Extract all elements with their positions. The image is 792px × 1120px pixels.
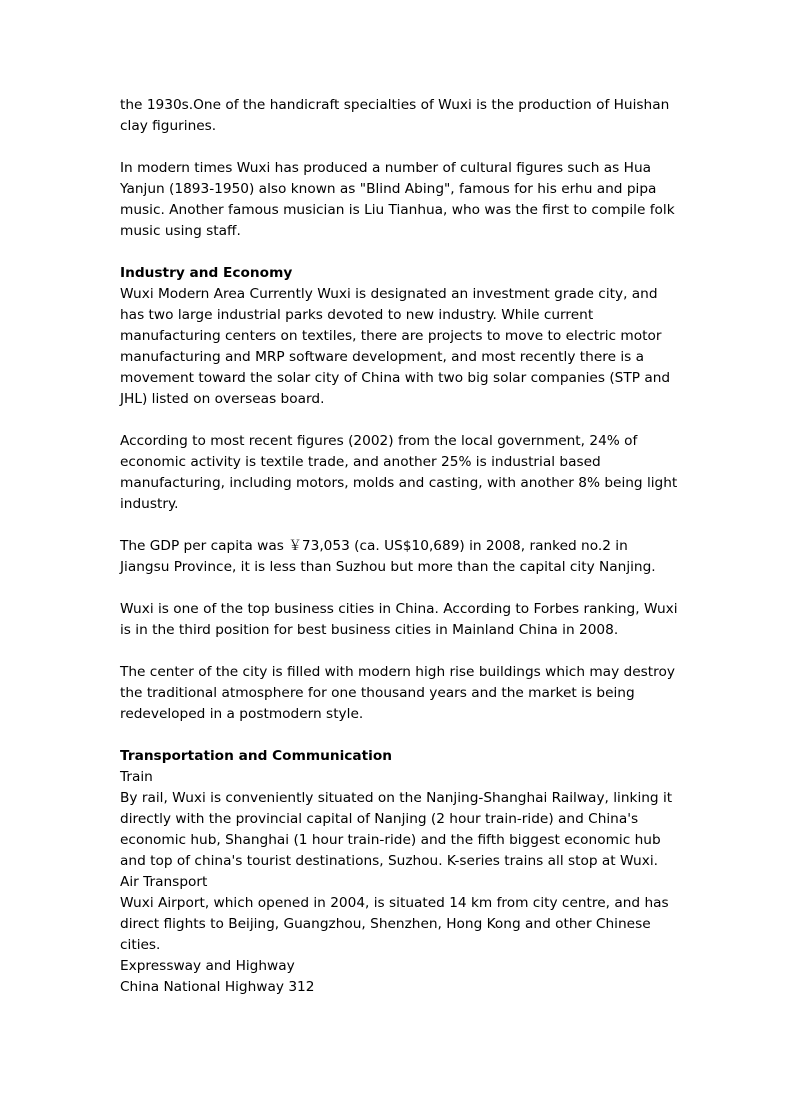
text-line: According to most recent figures (2002) from the local government, 24% of — [120, 433, 638, 449]
text-line: manufacturing centers on textiles, there are projects to move to electric motor — [120, 328, 662, 344]
text-line: manufacturing and MRP software development, and most recently there is a — [120, 349, 645, 365]
text-line: the traditional atmosphere for one thousand years and the market is being — [120, 685, 635, 701]
text-line: Jiangsu Province, it is less than Suzhou but more than the capital city Nanjing. — [120, 559, 656, 575]
text-line: China National Highway 312 — [120, 979, 315, 995]
paragraph — [120, 158, 680, 242]
text-line: In modern times Wuxi has produced a number of cultural figures such as Hua — [120, 160, 652, 176]
paragraph — [120, 284, 680, 410]
paragraph — [120, 662, 680, 725]
paragraph — [120, 788, 680, 872]
text-line: JHL) listed on overseas board. — [120, 391, 325, 407]
text-line: industry. — [120, 496, 179, 512]
text-line: has two large industrial parks devoted to new industry. While current — [120, 307, 594, 323]
text-line: direct flights to Beijing, Guangzhou, Shenzhen, Hong Kong and other Chinese — [120, 916, 651, 932]
page-content — [120, 95, 680, 998]
text-line: Wuxi Airport, which opened in 2004, is situated 14 km from city centre, and has — [120, 895, 669, 911]
text-line: manufacturing, including motors, molds and casting, with another 8% being light — [120, 475, 678, 491]
paragraph — [120, 431, 680, 515]
text-line: the 1930s.One of the handicraft specialties of Wuxi is the production of Huishan — [120, 97, 670, 113]
text-line: The GDP per capita was ￥73,053 (ca. US$10,689) in 2008, ranked no.2 in — [120, 538, 628, 554]
text-line: The center of the city is filled with modern high rise buildings which may destroy — [120, 664, 675, 680]
subsection-label-air: Air Transport — [120, 874, 208, 890]
text-line: clay figurines. — [120, 118, 217, 134]
text-line: cities. — [120, 937, 161, 953]
paragraph — [120, 536, 680, 578]
subsection-label-train: Train — [120, 769, 153, 785]
text-line: and top of china's tourist destinations, Suzhou. K-series trains all stop at Wuxi. — [120, 853, 658, 869]
paragraph — [120, 893, 680, 956]
text-line: economic hub, Shanghai (1 hour train-ride) and the fifth biggest economic hub — [120, 832, 661, 848]
paragraph — [120, 599, 680, 641]
text-line: directly with the provincial capital of Nanjing (2 hour train-ride) and China's — [120, 811, 639, 827]
text-line: By rail, Wuxi is conveniently situated on the Nanjing-Shanghai Railway, linking it — [120, 790, 673, 806]
text-line: economic activity is textile trade, and another 25% is industrial based — [120, 454, 601, 470]
text-line: Yanjun (1893-1950) also known as "Blind Abing", famous for his erhu and pipa — [120, 181, 657, 197]
text-line: music. Another famous musician is Liu Tianhua, who was the first to compile folk — [120, 202, 675, 218]
paragraph — [120, 95, 680, 137]
text-line: Wuxi Modern Area Currently Wuxi is designated an investment grade city, and — [120, 286, 658, 302]
text-line: is in the third position for best business cities in Mainland China in 2008. — [120, 622, 619, 638]
text-line: redeveloped in a postmodern style. — [120, 706, 364, 722]
text-line: Wuxi is one of the top business cities in China. According to Forbes ranking, Wuxi — [120, 601, 678, 617]
section-heading-transport: Transportation and Communication — [120, 748, 393, 764]
text-line: movement toward the solar city of China with two big solar companies (STP and — [120, 370, 671, 386]
subsection-label-expressway: Expressway and Highway — [120, 958, 295, 974]
text-line: music using staff. — [120, 223, 241, 239]
section-heading-industry: Industry and Economy — [120, 265, 293, 281]
